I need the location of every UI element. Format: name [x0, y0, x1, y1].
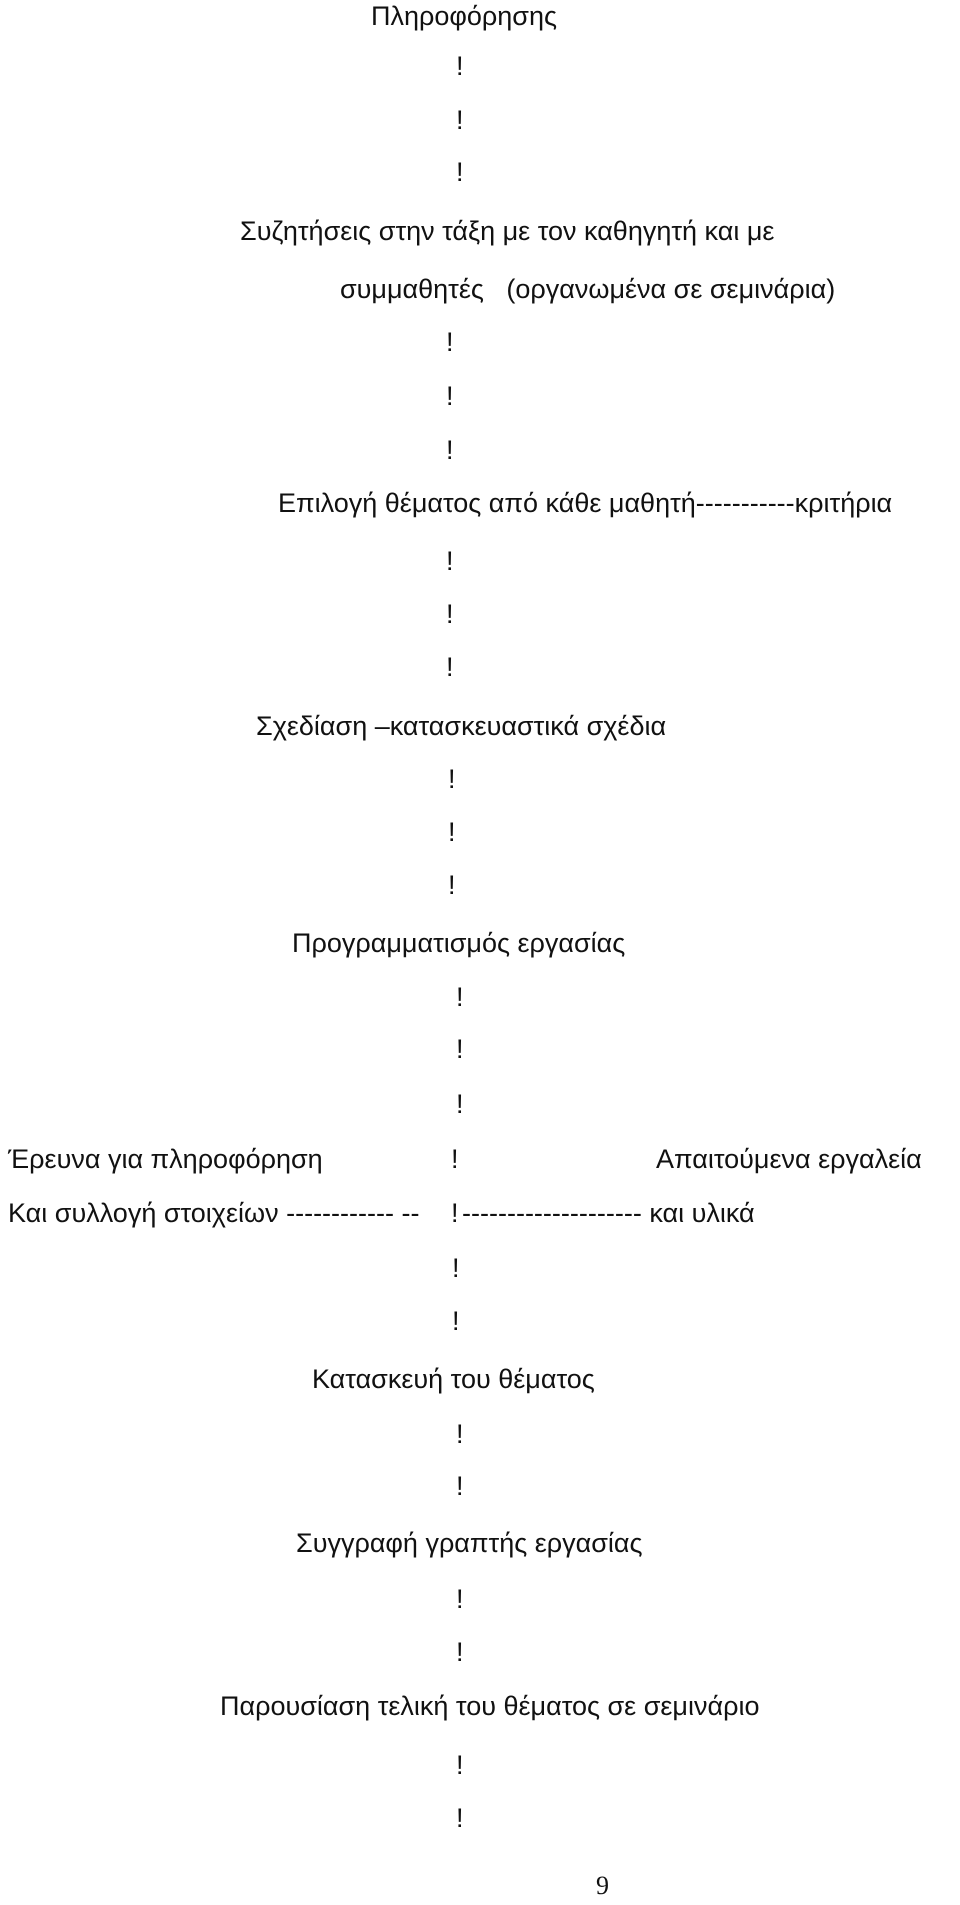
step-topic-selection: Επιλογή θέματος από κάθε μαθητή-----------κριτήρια	[278, 488, 893, 518]
flow-arrow: !	[456, 157, 464, 187]
research-line1: Έρευνα για πληροφόρηση	[8, 1144, 323, 1174]
flow-arrow: !	[452, 1306, 460, 1336]
flow-arrow: !	[456, 1750, 464, 1780]
flow-arrow: !	[456, 1803, 464, 1833]
flow-arrow: !	[452, 1253, 460, 1283]
page-number: 9	[596, 1871, 609, 1900]
tools-line2: -------------------- και υλικά	[462, 1198, 755, 1228]
flow-arrow: !	[446, 381, 454, 411]
flow-arrow: !	[456, 1034, 464, 1064]
step-construction: Κατασκευή του θέματος	[312, 1364, 595, 1394]
flow-arrow: !	[446, 327, 454, 357]
flow-arrow: !	[448, 870, 456, 900]
flow-arrow: !	[456, 982, 464, 1012]
flow-arrow: !	[448, 764, 456, 794]
research-line2: Και συλλογή στοιχείων ------------ --	[8, 1198, 420, 1228]
flow-arrow: !	[446, 652, 454, 682]
flow-arrow: !	[456, 1471, 464, 1501]
step-discussion-line2: συμμαθητές (οργανωμένα σε σεμινάρια)	[340, 274, 836, 304]
flow-arrow: !	[456, 105, 464, 135]
flow-arrow: !	[451, 1198, 459, 1228]
flow-arrow: !	[456, 1637, 464, 1667]
tools-line1: Απαιτούμενα εργαλεία	[656, 1144, 922, 1174]
step-design: Σχεδίαση –κατασκευαστικά σχέδια	[256, 711, 667, 741]
step-scheduling: Προγραμματισμός εργασίας	[292, 928, 626, 958]
flow-arrow: !	[456, 1584, 464, 1614]
flow-arrow: !	[451, 1144, 459, 1174]
step-final-presentation: Παρουσίαση τελική του θέματος σε σεμινάριο	[220, 1691, 760, 1721]
flow-arrow: !	[448, 817, 456, 847]
flow-arrow: !	[446, 546, 454, 576]
flow-arrow: !	[456, 1089, 464, 1119]
step-report-writing: Συγγραφή γραπτής εργασίας	[296, 1528, 643, 1558]
flow-arrow: !	[456, 1419, 464, 1449]
flow-arrow: !	[456, 51, 464, 81]
flow-arrow: !	[446, 435, 454, 465]
flow-arrow: !	[446, 599, 454, 629]
page-heading: Πληροφόρησης	[371, 1, 557, 31]
step-discussion-line1: Συζητήσεις στην τάξη με τον καθηγητή και με	[240, 216, 775, 246]
